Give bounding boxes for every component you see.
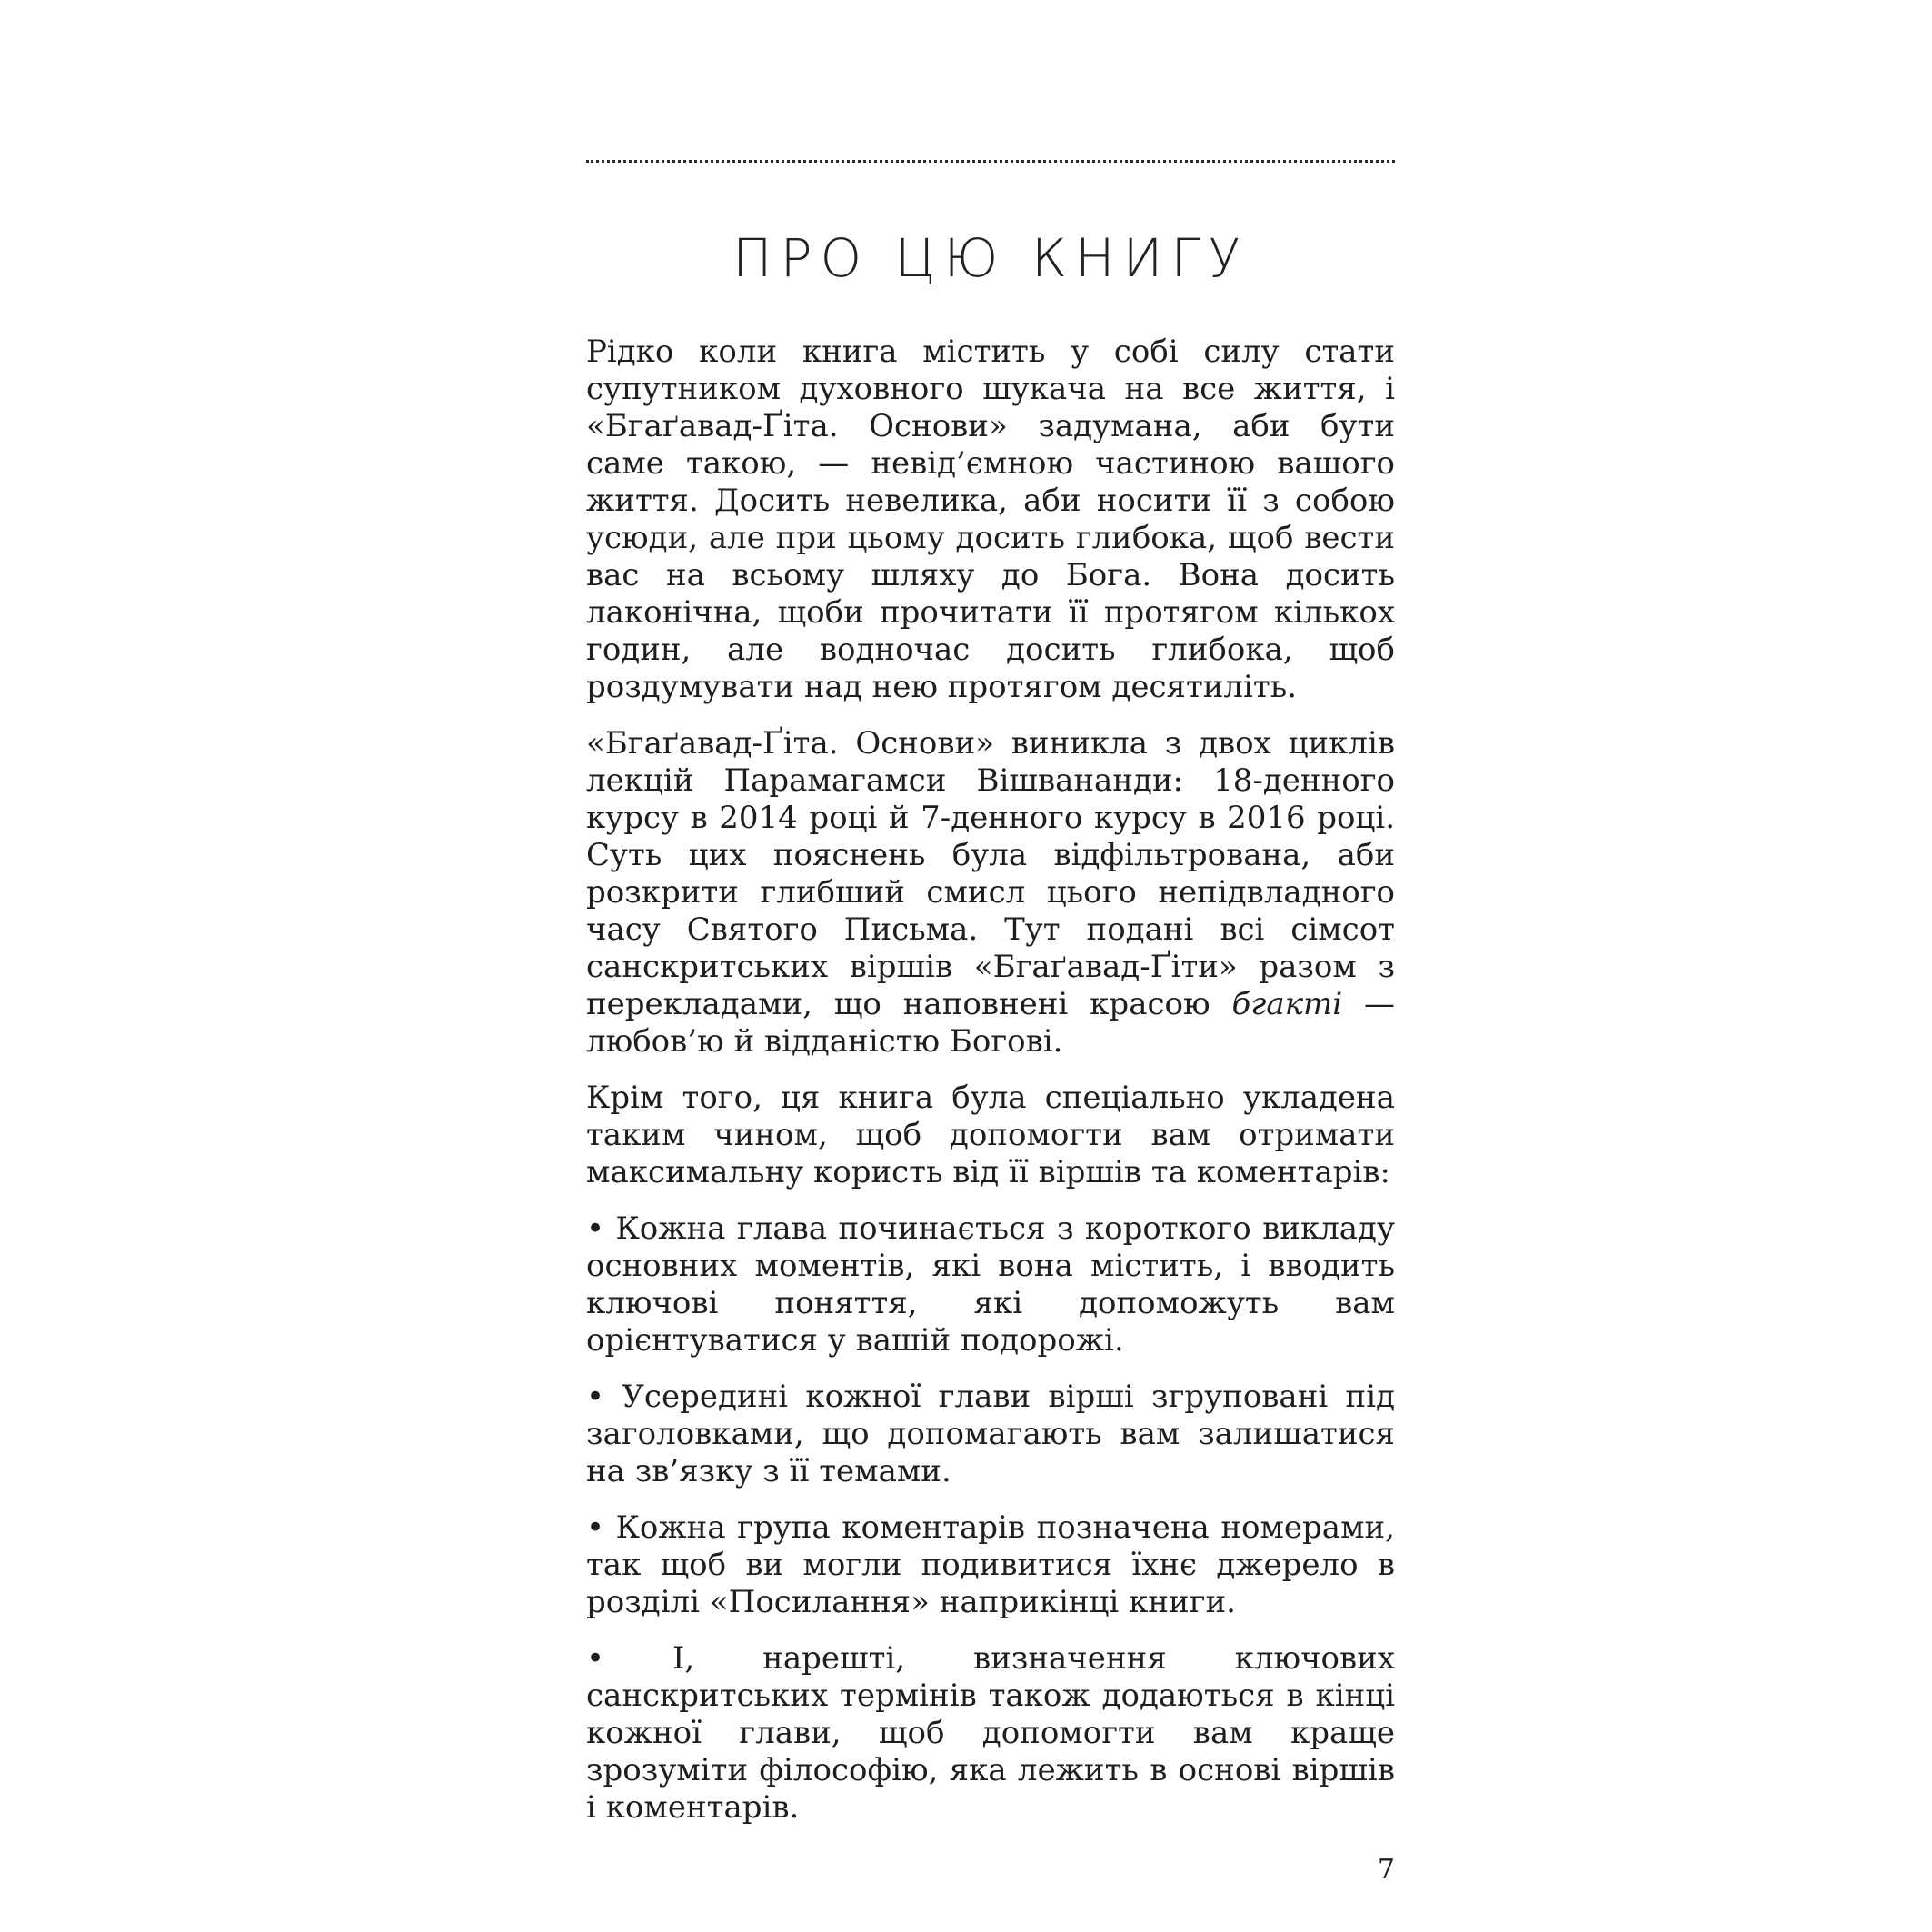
page-number: 7 <box>1377 1854 1395 1886</box>
paragraph-structure: Крім того, ця книга була спеціально укладена таким чином, щоб допомогти вам отримати максимальну користь від її віршів та коментарів: <box>586 1080 1395 1190</box>
paragraph-origin-text: «Бгаґавад-Ґіта. Основи» виникла з двох циклів лекцій Парамагамси Вішвананди: 18-денного курсу в 2014 році й 7-денного курсу в 2016 році. Суть цих пояснень була відфільтрована, аби розкрити глибший смисл цього непідвладного часу Святого Письма. Тут подані всі сімсот санскритських віршів «Бгаґавад-Ґіти» разом з перекладами, що наповнені красою <box>586 725 1395 1022</box>
paragraph-intro: Рідко коли книга містить у собі силу стати супутником духовного шукача на все життя, і «Бгаґавад-Ґіта. Основи» задумана, аби бути саме такою, — невід’ємною частиною вашого життя. Досить невелика, аби носити її з собою усюди, але при цьому досить глибока, щоб вести вас на всьому шляху до Бога. Вона досить лаконічна, щоби прочитати її протягом кількох годин, але водночас досить глибока, щоб роздумувати над нею протягом десятиліть. <box>586 334 1395 705</box>
dotted-divider <box>586 160 1395 163</box>
italic-term: бгакті <box>1231 986 1343 1022</box>
page-title: ПРО ЦЮ КНИГУ <box>732 227 1250 289</box>
body-text <box>586 334 1395 1846</box>
bullet-item: • Кожна група коментарів позначена номерами, так щоб ви могли подивитися їхнє джерело в розділі «Посилання» наприкінці книги. <box>586 1509 1395 1620</box>
paragraph-origin <box>586 725 1395 1061</box>
bullet-item: • Кожна глава починається з короткого викладу основних моментів, які вона містить, і вводить ключові поняття, які допоможуть вам орієнтуватися у вашій подорожі. <box>586 1210 1395 1359</box>
bullet-item: • Усередині кожної глави вірші згруповані під заголовками, що допомагають вам залишатися на зв’язку з її темами. <box>586 1379 1395 1489</box>
bullet-item: • І, нарешті, визначення ключових санскритських термінів також додаються в кінці кожної глави, щоб допомогти вам краще зрозуміти філософію, яка лежить в основі віршів і коментарів. <box>586 1640 1395 1826</box>
paragraph-origin-ending: — любов’ю й відданістю Богові. <box>586 986 1396 1060</box>
